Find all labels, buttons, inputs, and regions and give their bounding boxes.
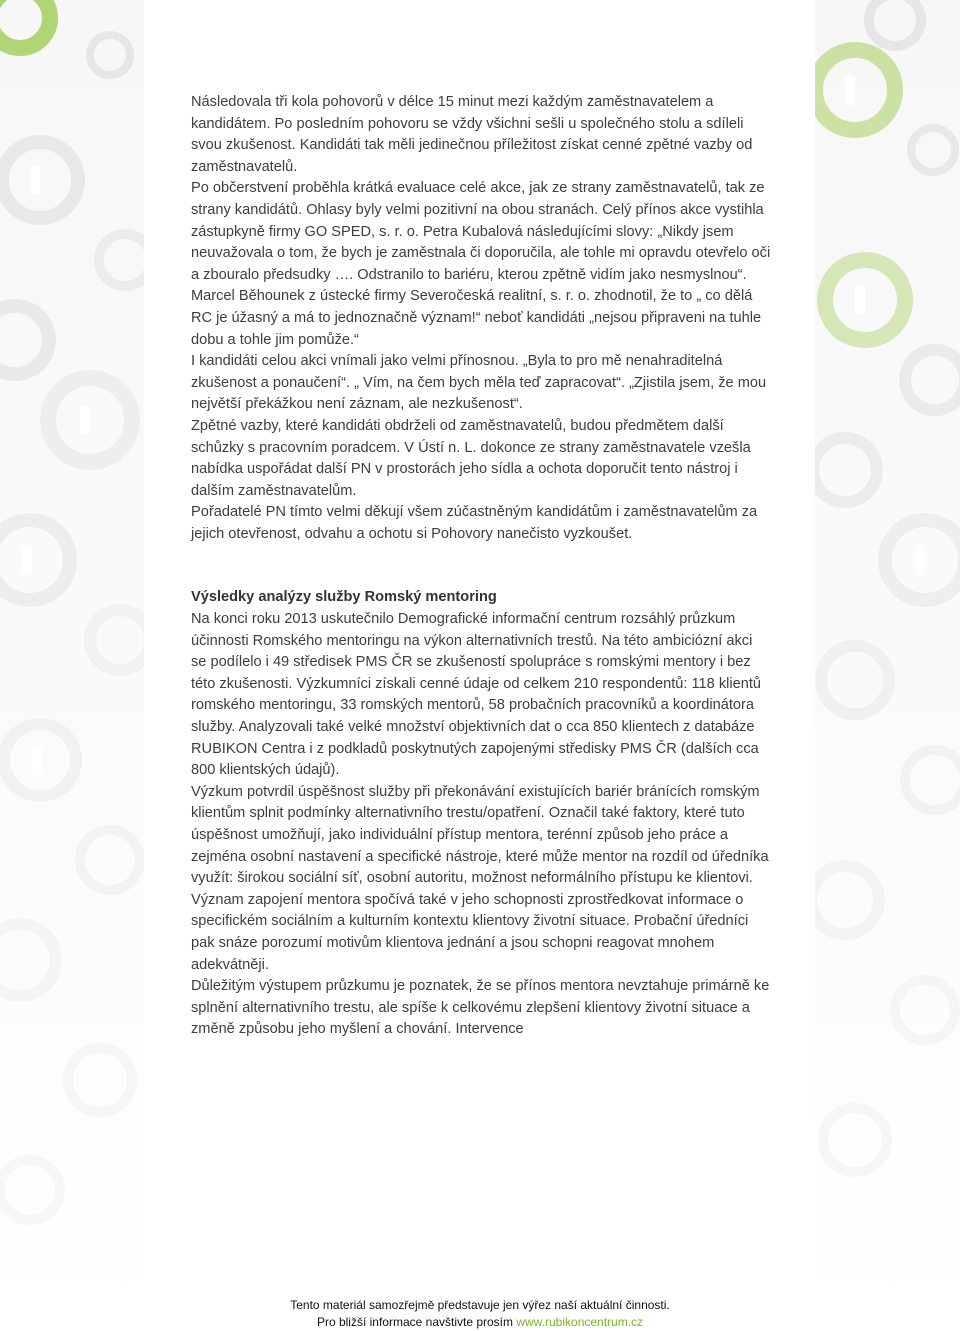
- footer-info-text: Pro bližší informace navštivte prosím: [316, 1315, 517, 1329]
- section-heading: Výsledky analýzy služby Romský mentoring: [191, 589, 497, 606]
- footer-note: Tento materiál samozřejmě představuje jen výřez naší aktuální činnosti.: [290, 1298, 670, 1312]
- section-spacer: [191, 545, 771, 587]
- paragraph-follow-up: Zpětné vazby, které kandidáti obdrželi od zaměstnavatelů, budou předmětem další schůzky s pracovním poradcem. V Ústí n. L. dokonce ze strany zaměstnavatele vzešla nabídka uspořádat další PN v prostorách jeho sídla a ochota doporučit tento nástroj i dalším zaměstnavatelům.: [191, 417, 751, 499]
- paragraph-results: Výzkum potvrdil úspěšnost služby při překonávání existujících bariér bránících romským klientům splnit podmínky alternativního trestu/opatření. Označil také faktory, které tuto úspěšnost umožňují, jako individuální přístup mentora, terénní způsob jeho práce a zejména osobní nastavení a specifické nástroje, které může mentor na rozdíl od úředníka využít: širokou sociální síť, osobní autoritu, možnost neformálního přístupu ke klientovi.: [191, 783, 769, 887]
- padlock-pattern-right-icon: [815, 0, 960, 1331]
- paragraph-conclusion: Důležitým výstupem průzkumu je poznatek, že se přínos mentora nevztahuje primárně ke splnění alternativního trestu, ale spíše k celkovému zlepšení klientovy životní situace a změně způsobu jeho myšlení a chování. Intervence: [191, 978, 770, 1038]
- paragraph-survey: Na konci roku 2013 uskutečnilo Demografické informační centrum rozsáhlý průzkum účinnosti Romského mentoringu na výkon alternativních trestů. Na této ambiciózní akci se podílelo i 49 středisek PMS ČR se zkušeností spolupráce s romskými mentory i bez této zkušenosti. Výzkumníci získali cenné údaje od celkem 210 respondentů: 118 klientů romského mentoringu, 33 romských mentorů, 58 probačních pracovníků a koordinátora služby. Analyzovali také velké množství objektivních dat o cca 850 klientech z databáze RUBIKON Centra i z podkladů poskytnutých zapojenými středisky PMS ČR (dalších cca 800 klientských údajů).: [191, 611, 762, 779]
- website-link[interactable]: www.rubikoncentrum.cz: [516, 1315, 644, 1329]
- document-body: [191, 92, 771, 1041]
- paragraph-evaluation: Po občerstvení proběhla krátká evaluace celé akce, jak ze strany zaměstnavatelů, tak ze strany kandidátů. Ohlasy byly velmi pozitivní na obou stranách. Celý přínos akce vystihla zástupkyně firmy GO SPED, s. r. o. Petra Kubalová následujícími slovy: „Nikdy jsem neuvažovala o tom, že bych je zaměstnala či doporučila, ale tohle mi opravdu otevřelo oči a zbouralo předsudky …. Odstranilo to bariéru, kterou zpětně vidím jako nesmyslnou“. Marcel Běhounek z ústecké firmy Severočeská realitní, s. r. o. zhodnotil, že to „ co dělá RC je úžasný a má to jednoznačně význam!“ neboť kandidáti „nejsou připraveni na tuhle dobu a tohle jim pomůže.“: [191, 180, 771, 348]
- padlock-pattern-left-icon: [0, 0, 144, 1331]
- paragraph-candidates-feedback: I kandidáti celou akci vnímali jako velmi přínosnou. „Byla to pro mě nenahraditelná zkušenost a ponaučení“. „ Vím, na čem bych měla teď zapracovat“. „Zjistila jsem, že mou největší překážkou není záznam, ale nezkušenost“.: [191, 353, 767, 413]
- left-decorative-pattern: [0, 0, 144, 1331]
- paragraph-mentor-role: Význam zapojení mentora spočívá také v jeho schopnosti zprostředkovat informace o specifickém sociálním a kulturním kontextu klientovy životní situace. Probační úředníci pak snáze porozumí motivům klientova jednání a jsou schopni reagovat mnohem adekvátněji.: [191, 891, 749, 973]
- paragraph-interviews: Následovala tři kola pohovorů v délce 15 minut mezi každým zaměstnavatelem a kandidátem. Po posledním pohovoru se vždy všichni sešli u společného stolu a sdíleli svou zkušenost. Kandidáti tak měli jedinečnou příležitost získat cenné zpětné vazby od zaměstnavatelů.: [191, 94, 753, 175]
- footer-info: [0, 1315, 960, 1329]
- right-decorative-pattern: [815, 0, 960, 1331]
- paragraph-thanks: Pořadatelé PN tímto velmi děkují všem zúčastněným kandidátům i zaměstnavatelům za jejich otevřenost, odvahu a ochotu si Pohovory nanečisto vyzkoušet.: [191, 504, 758, 542]
